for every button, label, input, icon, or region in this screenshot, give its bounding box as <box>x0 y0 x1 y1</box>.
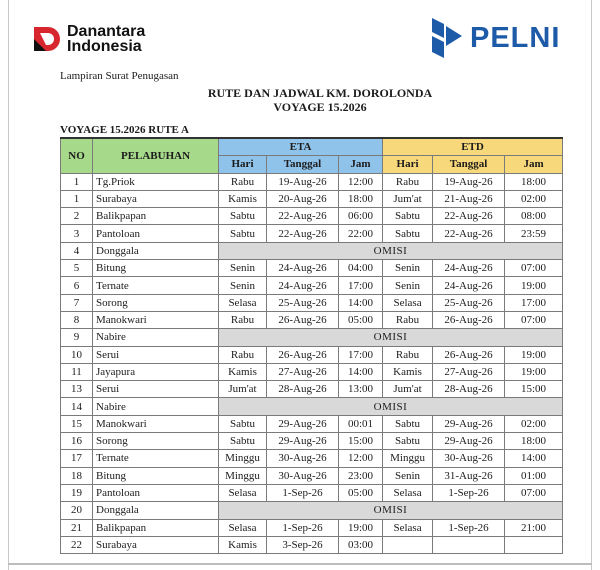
cell-eta-tanggal: 22-Aug-26 <box>267 208 339 225</box>
cell-eta-jam: 06:00 <box>339 208 383 225</box>
cell-etd-jam: 07:00 <box>505 311 563 328</box>
omisi-cell: OMISI <box>219 502 563 519</box>
eta-group-header: ETA <box>219 138 383 156</box>
eta-jam-header: Jam <box>339 156 383 173</box>
eta-hari-header: Hari <box>219 156 267 173</box>
cell-etd-hari: Selasa <box>383 484 433 501</box>
cell-no: 10 <box>61 346 93 363</box>
cell-etd-hari: Selasa <box>383 519 433 536</box>
cell-eta-hari: Senin <box>219 277 267 294</box>
cell-eta-tanggal: 3-Sep-26 <box>267 536 339 553</box>
table-row <box>61 433 563 450</box>
cell-etd-hari: Jum'at <box>383 381 433 398</box>
cell-eta-tanggal: 1-Sep-26 <box>267 484 339 501</box>
cell-eta-jam: 12:00 <box>339 173 383 190</box>
cell-port: Sorong <box>93 433 219 450</box>
page-border-right <box>591 0 592 570</box>
cell-eta-hari: Sabtu <box>219 415 267 432</box>
table-row <box>61 242 563 259</box>
cell-etd-hari: Selasa <box>383 294 433 311</box>
cell-etd-jam: 18:00 <box>505 433 563 450</box>
cell-etd-tanggal: 29-Aug-26 <box>433 415 505 432</box>
cell-eta-hari: Selasa <box>219 484 267 501</box>
cell-etd-tanggal: 26-Aug-26 <box>433 346 505 363</box>
danantara-mark-icon <box>32 25 64 53</box>
cell-no: 4 <box>61 242 93 259</box>
cell-eta-jam: 03:00 <box>339 536 383 553</box>
cell-etd-tanggal: 21-Aug-26 <box>433 190 505 207</box>
cell-port: Tg.Priok <box>93 173 219 190</box>
cell-etd-hari: Rabu <box>383 346 433 363</box>
cell-etd-tanggal: 24-Aug-26 <box>433 260 505 277</box>
table-row <box>61 502 563 519</box>
table-row <box>61 260 563 277</box>
table-row <box>61 519 563 536</box>
cell-no: 11 <box>61 363 93 380</box>
omisi-cell: OMISI <box>219 329 563 346</box>
col-no-header: NO <box>61 138 93 173</box>
cell-port: Balikpapan <box>93 208 219 225</box>
cell-port: Nabire <box>93 398 219 415</box>
cell-eta-tanggal: 24-Aug-26 <box>267 277 339 294</box>
cell-port: Bitung <box>93 260 219 277</box>
table-row <box>61 208 563 225</box>
cell-no: 19 <box>61 484 93 501</box>
omisi-cell: OMISI <box>219 242 563 259</box>
cell-etd-tanggal: 28-Aug-26 <box>433 381 505 398</box>
cell-eta-hari: Rabu <box>219 173 267 190</box>
document-title: RUTE DAN JADWAL KM. DOROLONDA <box>207 86 433 100</box>
cell-etd-jam: 01:00 <box>505 467 563 484</box>
cell-etd-jam: 15:00 <box>505 381 563 398</box>
cell-port: Manokwari <box>93 415 219 432</box>
schedule-table <box>60 137 563 554</box>
cell-eta-hari: Sabtu <box>219 208 267 225</box>
table-row <box>61 415 563 432</box>
cell-etd-hari: Senin <box>383 277 433 294</box>
cell-eta-hari: Sabtu <box>219 225 267 242</box>
cell-no: 17 <box>61 450 93 467</box>
cell-eta-hari: Senin <box>219 260 267 277</box>
cell-no: 20 <box>61 502 93 519</box>
cell-eta-hari: Minggu <box>219 467 267 484</box>
etd-hari-header: Hari <box>383 156 433 173</box>
table-row <box>61 467 563 484</box>
cell-eta-jam: 17:00 <box>339 277 383 294</box>
col-pelabuhan-header: PELABUHAN <box>93 138 219 173</box>
cell-eta-hari: Minggu <box>219 450 267 467</box>
cell-eta-jam: 23:00 <box>339 467 383 484</box>
cell-etd-jam <box>505 536 563 553</box>
cell-eta-tanggal: 29-Aug-26 <box>267 415 339 432</box>
table-row <box>61 363 563 380</box>
cell-etd-tanggal: 29-Aug-26 <box>433 433 505 450</box>
cell-etd-hari: Senin <box>383 467 433 484</box>
cell-etd-hari: Jum'at <box>383 190 433 207</box>
cell-eta-hari: Selasa <box>219 519 267 536</box>
cell-port: Manokwari <box>93 311 219 328</box>
danantara-text-line2: Indonesia <box>67 38 142 55</box>
cell-etd-hari <box>383 536 433 553</box>
cell-eta-jam: 14:00 <box>339 363 383 380</box>
cell-eta-tanggal: 30-Aug-26 <box>267 450 339 467</box>
cell-eta-tanggal: 29-Aug-26 <box>267 433 339 450</box>
cell-port: Ternate <box>93 450 219 467</box>
cell-etd-tanggal: 31-Aug-26 <box>433 467 505 484</box>
pelni-logo <box>430 16 560 60</box>
cell-port: Jayapura <box>93 363 219 380</box>
etd-group-header: ETD <box>383 138 563 156</box>
cell-etd-hari: Sabtu <box>383 225 433 242</box>
cell-etd-jam: 14:00 <box>505 450 563 467</box>
cell-eta-jam: 00:01 <box>339 415 383 432</box>
cell-etd-hari: Minggu <box>383 450 433 467</box>
cell-port: Serui <box>93 346 219 363</box>
cell-port: Sorong <box>93 294 219 311</box>
schedule-table-body <box>61 173 563 554</box>
pelni-arrow-icon <box>430 16 464 60</box>
cell-no: 1 <box>61 190 93 207</box>
cell-eta-hari: Selasa <box>219 294 267 311</box>
cell-etd-hari: Rabu <box>383 173 433 190</box>
cell-etd-jam: 19:00 <box>505 277 563 294</box>
table-row <box>61 190 563 207</box>
table-row <box>61 225 563 242</box>
cell-etd-jam: 21:00 <box>505 519 563 536</box>
cell-eta-jam: 12:00 <box>339 450 383 467</box>
cell-no: 18 <box>61 467 93 484</box>
etd-jam-header: Jam <box>505 156 563 173</box>
cell-no: 6 <box>61 277 93 294</box>
cell-no: 5 <box>61 260 93 277</box>
pelni-text: PELNI <box>470 21 561 54</box>
cell-etd-jam: 18:00 <box>505 173 563 190</box>
cell-eta-jam: 05:00 <box>339 311 383 328</box>
cell-port: Balikpapan <box>93 519 219 536</box>
cell-no: 13 <box>61 381 93 398</box>
cell-no: 16 <box>61 433 93 450</box>
cell-eta-hari: Rabu <box>219 311 267 328</box>
danantara-logo <box>32 24 145 54</box>
cell-etd-tanggal: 22-Aug-26 <box>433 208 505 225</box>
cell-etd-hari: Sabtu <box>383 208 433 225</box>
cell-eta-hari: Kamis <box>219 190 267 207</box>
cell-eta-tanggal: 30-Aug-26 <box>267 467 339 484</box>
table-header-row <box>61 138 563 156</box>
omisi-cell: OMISI <box>219 398 563 415</box>
cell-eta-jam: 05:00 <box>339 484 383 501</box>
cell-etd-jam: 19:00 <box>505 363 563 380</box>
cell-etd-jam: 02:00 <box>505 415 563 432</box>
cell-port: Bitung <box>93 467 219 484</box>
cell-port: Surabaya <box>93 536 219 553</box>
cell-etd-jam: 17:00 <box>505 294 563 311</box>
table-row <box>61 484 563 501</box>
table-row <box>61 346 563 363</box>
cell-eta-hari: Rabu <box>219 346 267 363</box>
cell-etd-tanggal: 1-Sep-26 <box>433 484 505 501</box>
cell-eta-jam: 19:00 <box>339 519 383 536</box>
cell-etd-jam: 19:00 <box>505 346 563 363</box>
cell-port: Donggala <box>93 502 219 519</box>
cell-no: 1 <box>61 173 93 190</box>
cell-etd-jam: 08:00 <box>505 208 563 225</box>
cell-no: 22 <box>61 536 93 553</box>
cell-port: Surabaya <box>93 190 219 207</box>
table-row <box>61 277 563 294</box>
cell-eta-tanggal: 1-Sep-26 <box>267 519 339 536</box>
cell-port: Ternate <box>93 277 219 294</box>
cell-etd-jam: 23:59 <box>505 225 563 242</box>
table-row <box>61 173 563 190</box>
eta-tanggal-header: Tanggal <box>267 156 339 173</box>
cell-port: Pantoloan <box>93 484 219 501</box>
cell-eta-tanggal: 22-Aug-26 <box>267 225 339 242</box>
cell-eta-tanggal: 26-Aug-26 <box>267 346 339 363</box>
cell-etd-tanggal: 26-Aug-26 <box>433 311 505 328</box>
cell-eta-jam: 04:00 <box>339 260 383 277</box>
cell-port: Donggala <box>93 242 219 259</box>
cell-eta-jam: 15:00 <box>339 433 383 450</box>
cell-eta-jam: 13:00 <box>339 381 383 398</box>
cell-eta-tanggal: 26-Aug-26 <box>267 311 339 328</box>
table-row <box>61 381 563 398</box>
table-row <box>61 450 563 467</box>
cell-eta-tanggal: 20-Aug-26 <box>267 190 339 207</box>
danantara-text-line1: Danantara <box>67 23 146 40</box>
cell-etd-tanggal: 19-Aug-26 <box>433 173 505 190</box>
cell-port: Serui <box>93 381 219 398</box>
cell-eta-jam: 14:00 <box>339 294 383 311</box>
cell-etd-jam: 07:00 <box>505 260 563 277</box>
cell-etd-tanggal: 24-Aug-26 <box>433 277 505 294</box>
cell-eta-tanggal: 24-Aug-26 <box>267 260 339 277</box>
cell-eta-jam: 22:00 <box>339 225 383 242</box>
cell-etd-tanggal <box>433 536 505 553</box>
cell-etd-hari: Sabtu <box>383 433 433 450</box>
cell-etd-jam: 02:00 <box>505 190 563 207</box>
cell-no: 8 <box>61 311 93 328</box>
cell-no: 21 <box>61 519 93 536</box>
cell-eta-jam: 18:00 <box>339 190 383 207</box>
table-row <box>61 311 563 328</box>
cell-eta-hari: Kamis <box>219 363 267 380</box>
document-subtitle: VOYAGE 15.2026 <box>273 100 367 114</box>
cell-eta-jam: 17:00 <box>339 346 383 363</box>
cell-eta-tanggal: 27-Aug-26 <box>267 363 339 380</box>
cell-etd-hari: Sabtu <box>383 415 433 432</box>
cell-etd-jam: 07:00 <box>505 484 563 501</box>
cell-no: 7 <box>61 294 93 311</box>
cell-no: 3 <box>61 225 93 242</box>
table-row <box>61 398 563 415</box>
table-row <box>61 536 563 553</box>
cell-etd-tanggal: 22-Aug-26 <box>433 225 505 242</box>
cell-etd-tanggal: 27-Aug-26 <box>433 363 505 380</box>
cell-no: 15 <box>61 415 93 432</box>
page-border-left <box>8 0 9 570</box>
cell-etd-hari: Kamis <box>383 363 433 380</box>
table-label: VOYAGE 15.2026 RUTE A <box>60 124 189 136</box>
page-border-bottom <box>8 563 592 565</box>
cell-eta-hari: Jum'at <box>219 381 267 398</box>
cell-no: 2 <box>61 208 93 225</box>
etd-tanggal-header: Tanggal <box>433 156 505 173</box>
cell-eta-tanggal: 28-Aug-26 <box>267 381 339 398</box>
cell-etd-hari: Rabu <box>383 311 433 328</box>
cell-eta-hari: Kamis <box>219 536 267 553</box>
cell-no: 9 <box>61 329 93 346</box>
cell-etd-tanggal: 25-Aug-26 <box>433 294 505 311</box>
cell-no: 14 <box>61 398 93 415</box>
cell-etd-tanggal: 1-Sep-26 <box>433 519 505 536</box>
cell-port: Pantoloan <box>93 225 219 242</box>
table-row <box>61 329 563 346</box>
cell-port: Nabire <box>93 329 219 346</box>
cell-eta-hari: Sabtu <box>219 433 267 450</box>
lampiran-label: Lampiran Surat Penugasan <box>60 70 179 82</box>
cell-eta-tanggal: 25-Aug-26 <box>267 294 339 311</box>
cell-etd-tanggal: 30-Aug-26 <box>433 450 505 467</box>
cell-etd-hari: Senin <box>383 260 433 277</box>
table-row <box>61 294 563 311</box>
cell-eta-tanggal: 19-Aug-26 <box>267 173 339 190</box>
